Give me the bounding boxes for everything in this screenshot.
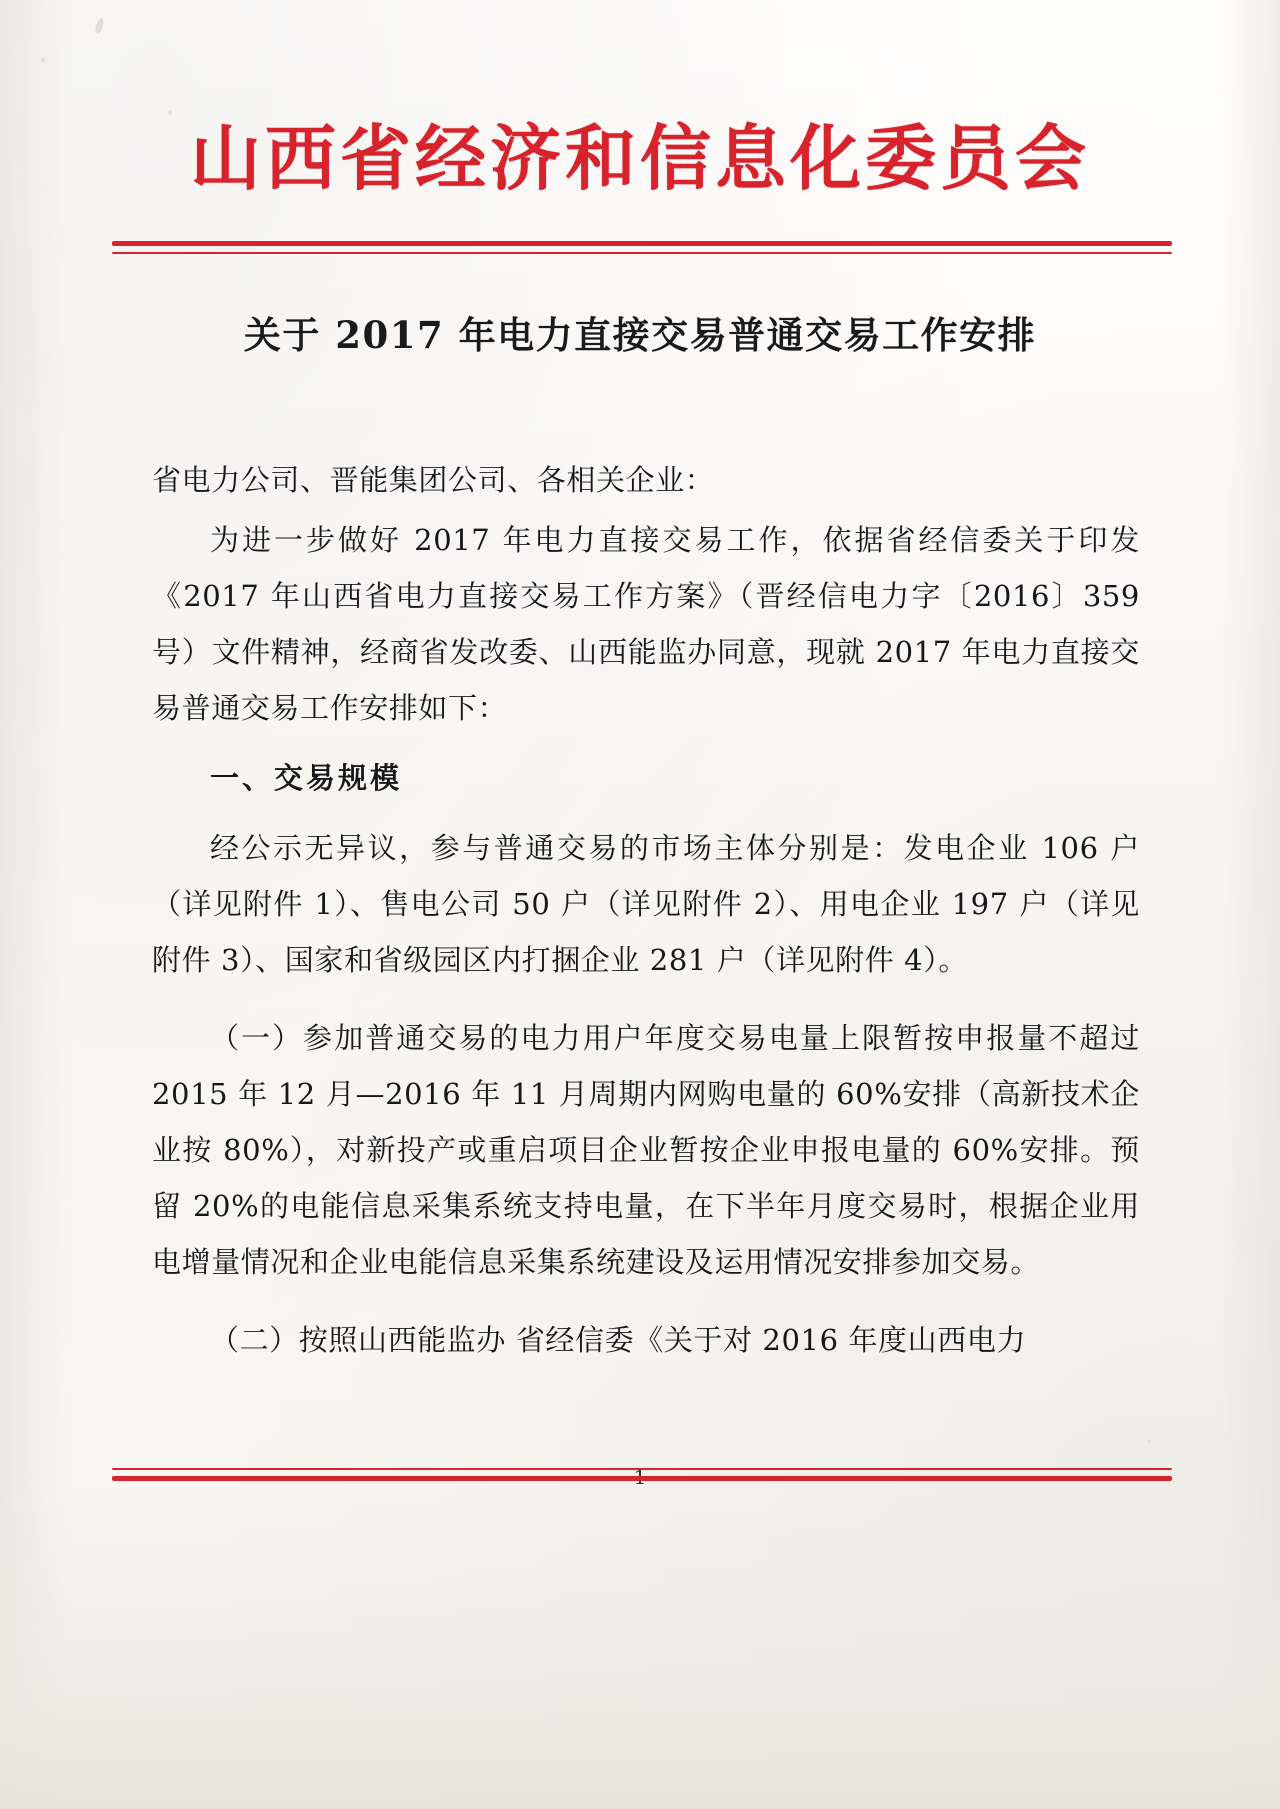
letterhead (0, 118, 1280, 200)
divider-thick-line (112, 241, 1172, 246)
document-body (152, 452, 1140, 1372)
letterhead-divider (112, 241, 1172, 254)
body-paragraph-1: 为进一步做好 2017 年电力直接交易工作，依据省经信委关于印发《2017 年山西省电力直接交易工作方案》（晋经信电力字〔2016〕359 号）文件精神，经商省发改委、山西能监办同意，现就 2017 年电力直接交易普通交易工作安排如下： (152, 523, 1140, 725)
body-paragraph-2: 经公示无异议，参与普通交易的市场主体分别是：发电企业 106 户（详见附件 1）、售电公司 50 户（详见附件 2）、用电企业 197 户（详见附件 3）、国家和省级园区内打捆企业 281 户（详见附件 4）。 (152, 831, 1140, 977)
body-paragraph-4: （二）按照山西能监办 省经信委《关于对 2016 年度山西电力 (210, 1323, 1027, 1357)
paper-speck (168, 110, 172, 115)
footer-thin-line (112, 1468, 1172, 1470)
recipient-line: 省电力公司、晋能集团公司、各相关企业： (152, 463, 715, 497)
paper-speck (41, 58, 45, 62)
footer-divider (112, 1468, 1172, 1481)
issuing-organization-title: 山西省经济和信息化委员会 (189, 116, 1090, 200)
page-edge-shading-left (0, 0, 70, 1809)
footer-thick-line (112, 1476, 1172, 1481)
divider-thin-line (112, 252, 1172, 254)
page-edge-shading-right (1220, 0, 1280, 1809)
document-title: 关于 2017 年电力直接交易普通交易工作安排 (243, 313, 1037, 357)
body-paragraph-3: （一）参加普通交易的电力用户年度交易电量上限暂按申报量不超过 2015 年 12 月—2016 年 11 月周期内网购电量的 60%安排（高新技术企业按 80%），对新投产或重启项目企业暂按企业申报电量的 60%安排。预留 20%的电能信息采集系统支持电量，在下半年月度交易时，根据企业用电增量情况和企业电能信息采集系统建设及运用情况安排参加交易。 (152, 1021, 1140, 1279)
paper-speck (1148, 1440, 1151, 1443)
paper-speck (94, 17, 105, 34)
page-bottom-shading (0, 1479, 1280, 1809)
section-heading-trade-scale: 一、交易规模 (210, 761, 403, 795)
